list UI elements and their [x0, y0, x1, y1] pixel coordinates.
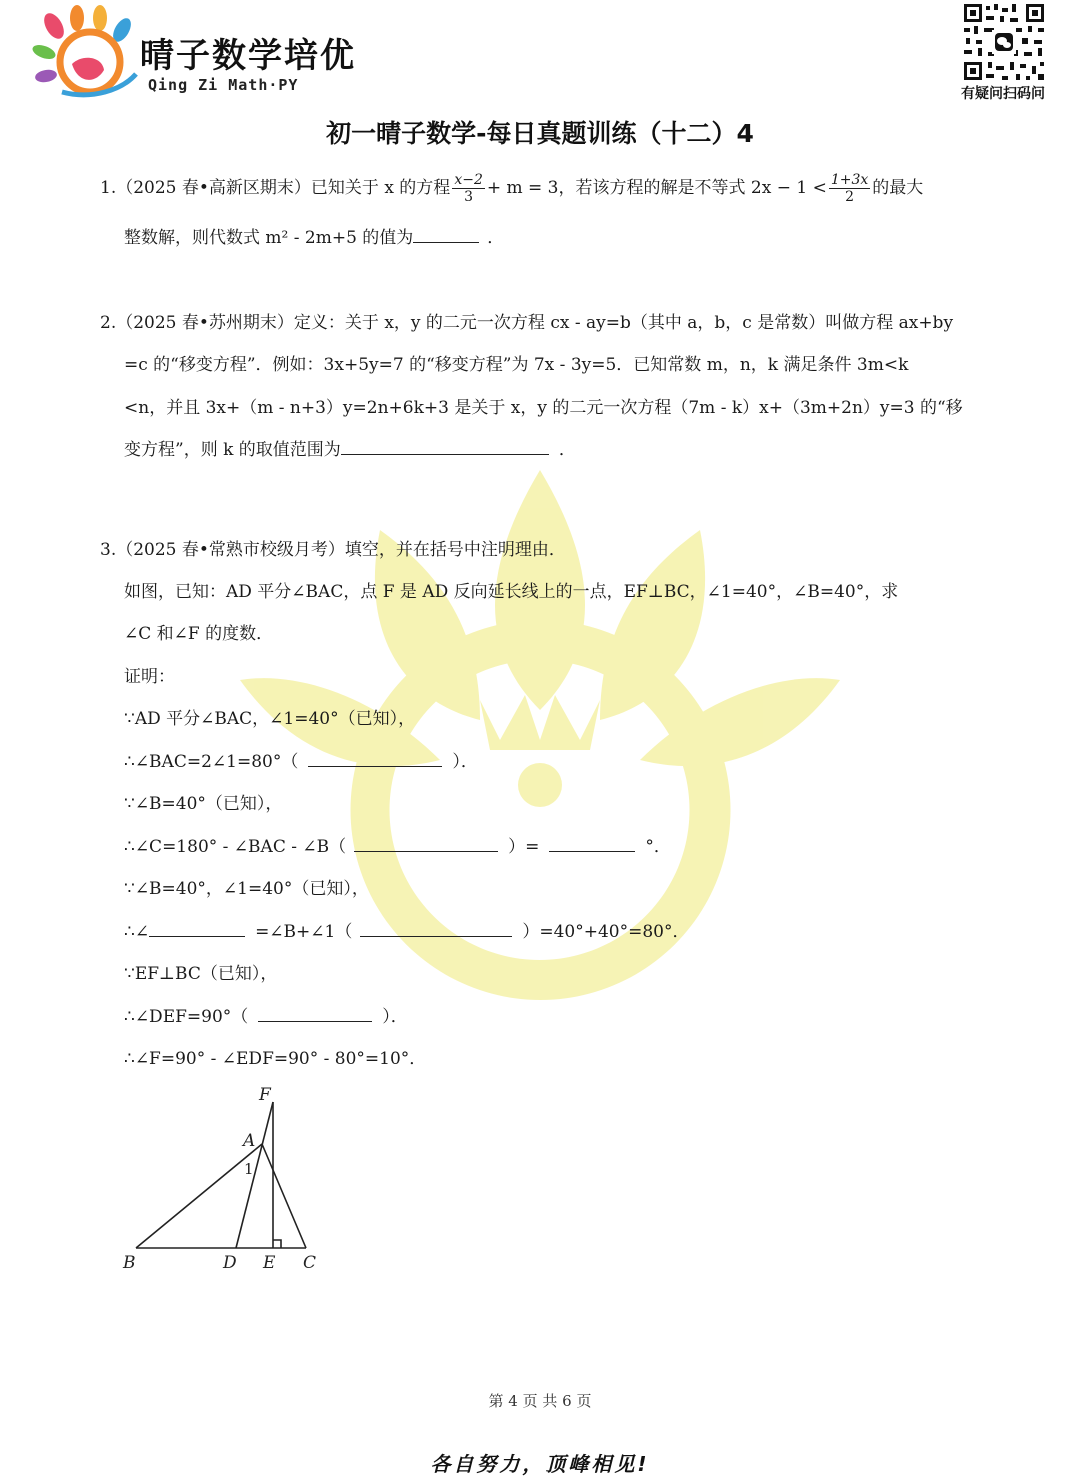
q1-line1: [100, 172, 923, 205]
label-angle-1: 1: [244, 1160, 254, 1178]
q1-text-c: 的最大: [872, 178, 924, 198]
q3-step-8b: ）．: [382, 1007, 408, 1027]
right-angle-mark: [273, 1240, 281, 1248]
qr-caption: 有疑问扫码问: [961, 86, 1045, 102]
q3-step-4c: °．: [645, 837, 671, 857]
q2-line2: =c 的“移变方程”．例如：3x+5y=7 的“移变方程”为 7x - 3y=5．已知常数 m，n，k 满足条件 3m<k: [124, 355, 909, 375]
label-F: F: [259, 1085, 271, 1105]
q2-line3: <n，并且 3x+（m - n+3）y=2n+6k+3 是关于 x，y 的二元一次方程（7m - k）x+（3m+2n）y=3 的“移: [124, 398, 963, 418]
footer-motto: 各自努力，顶峰相见!: [430, 1452, 650, 1476]
q3-step-4: [124, 835, 671, 859]
q2-line4: [124, 438, 576, 462]
q3-blank-5[interactable]: [360, 920, 512, 937]
q3-step-2: [124, 750, 478, 774]
q3-step-4b: ）=: [508, 837, 540, 857]
q3-blank-3[interactable]: [549, 835, 635, 852]
q3-blank-1[interactable]: [308, 750, 442, 767]
q3-step-6: [124, 920, 690, 944]
q3-step-7: ∵EF⊥BC（已知），: [124, 964, 278, 984]
q3-blank-4[interactable]: [149, 920, 245, 937]
q1-text-2-end: ．: [487, 228, 505, 248]
q3-step-8: [124, 1005, 408, 1029]
q3-step-2a: ∴∠BAC=2∠1=80°（: [124, 752, 299, 772]
q3-step-6a: ∴∠: [124, 922, 150, 942]
q1-frac2-den: 2: [845, 189, 855, 205]
segment-FD: [236, 1102, 273, 1248]
q3-step-5: ∵∠B=40°，∠1=40°（已知），: [124, 879, 369, 899]
page-number: 第 4 页 共 6 页: [488, 1392, 592, 1410]
q1-line2: [124, 226, 504, 250]
brand-subtitle: Qing Zi Math·PY: [148, 76, 299, 94]
label-B: B: [123, 1253, 136, 1273]
q2-answer-blank[interactable]: [341, 438, 549, 455]
q1-frac1-num: x−2: [454, 172, 483, 188]
segment-AC: [262, 1144, 306, 1248]
q1-text-a: 1.（2025 春•高新区期末）已知关于 x 的方程: [100, 178, 451, 198]
q3-proof-label: 证明：: [124, 667, 175, 687]
q3-step-6b: =∠B+∠1（: [255, 922, 353, 942]
q3-step-2b: ）．: [452, 752, 478, 772]
q3-line3: ∠C 和∠F 的度数．: [124, 624, 274, 644]
brand-logo-icon: [32, 4, 138, 102]
q1-answer-blank[interactable]: [413, 226, 479, 243]
q3-blank-6[interactable]: [258, 1005, 372, 1022]
label-A: A: [243, 1131, 256, 1151]
q3-line2: 如图，已知：AD 平分∠BAC，点 F 是 AD 反向延长线上的一点，EF⊥BC，∠1=40°，∠B=40°，求: [124, 582, 899, 602]
q3-step-6c: ）=40°+40°=80°．: [522, 922, 690, 942]
brand-name: 晴子数学培优: [140, 36, 356, 76]
q3-step-9: ∴∠F=90° - ∠EDF=90° - 80°=10°．: [124, 1049, 427, 1069]
q1-fraction-2: [829, 172, 870, 205]
page-title: 初一晴子数学-每日真题训练（十二）4: [326, 119, 754, 148]
q1-text-2: 整数解，则代数式 m² - 2m+5 的值为: [124, 228, 414, 248]
q2-text-4-end: ．: [558, 440, 576, 460]
qr-code-icon: [962, 2, 1046, 82]
q1-frac2-num: 1+3x: [830, 172, 869, 188]
q3-step-8a: ∴∠DEF=90°（: [124, 1007, 249, 1027]
q3-step-4a: ∴∠C=180° - ∠BAC - ∠B（: [124, 837, 347, 857]
q3-step-1: ∵AD 平分∠BAC，∠1=40°（已知），: [124, 709, 416, 729]
q1-frac1-den: 3: [464, 189, 474, 205]
q3-blank-2[interactable]: [354, 835, 498, 852]
q1-text-b: + m = 3，若该方程的解是不等式 2x − 1 <: [486, 178, 827, 198]
q3-line1: 3.（2025 春•常熟市校级月考）填空，并在括号中注明理由．: [100, 540, 566, 560]
label-D: D: [223, 1253, 237, 1273]
q2-text-4: 变方程”，则 k 的取值范围为: [124, 440, 341, 460]
geometry-figure: [118, 1080, 338, 1280]
q2-line1: 2.（2025 春•苏州期末）定义：关于 x，y 的二元一次方程 cx - ay=b（其中 a，b，c 是常数）叫做方程 ax+by: [100, 313, 954, 333]
label-C: C: [303, 1253, 317, 1273]
label-E: E: [263, 1253, 276, 1273]
q3-step-3: ∵∠B=40°（已知），: [124, 794, 283, 814]
q1-fraction-1: [452, 172, 485, 205]
